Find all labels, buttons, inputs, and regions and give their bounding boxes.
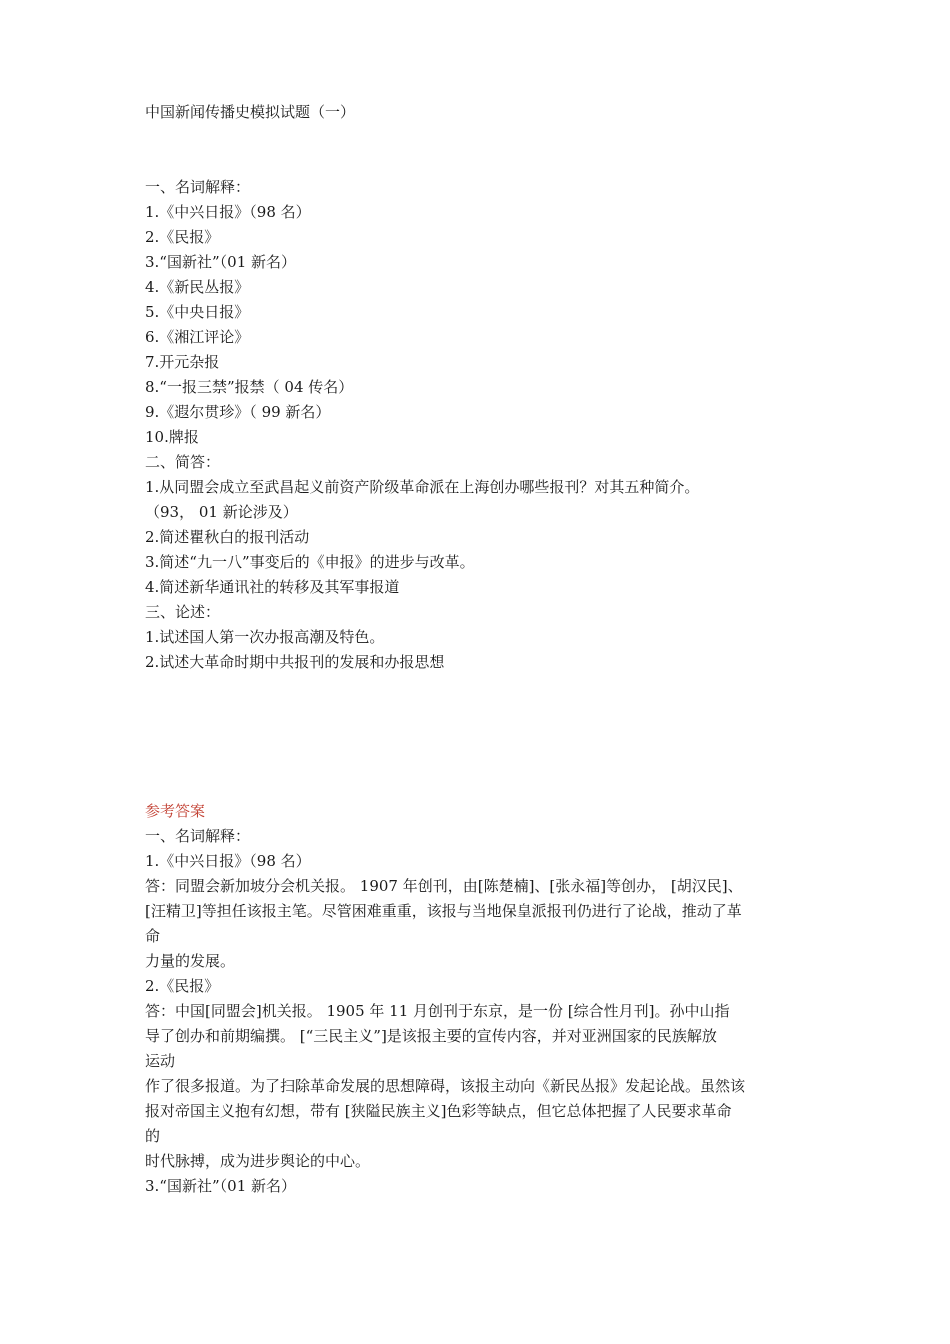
answer-1-line: [汪精卫]等担任该报主笔。尽管困难重重，该报与当地保皇派报刊仍进行了论战，推动了革 (145, 902, 742, 920)
answer-3-title: 3.“国新社”（01 新名） (145, 1177, 297, 1195)
section1-item: 6.《湘江评论》 (145, 328, 250, 346)
answer-2-line: 作了很多报道。为了扫除革命发展的思想障碍，该报主动向《新民丛报》发起论战。虽然该 (145, 1077, 746, 1095)
section2-item: 3.简述“九一八”事变后的《申报》的进步与改革。 (145, 553, 475, 571)
document-title: 中国新闻传播史模拟试题（一） (145, 103, 356, 121)
section3-item: 1.试述国人第一次办报高潮及特色。 (145, 628, 385, 646)
answer-2-line: 的 (145, 1127, 161, 1145)
answers-subheading: 一、名词解释： (145, 827, 251, 845)
answer-1-title: 1.《中兴日报》（98 名） (145, 852, 311, 870)
section2-item: 2.简述瞿秋白的报刊活动 (145, 528, 310, 546)
section3-heading: 三、论述： (145, 603, 221, 621)
answer-1-line: 命 (145, 927, 161, 945)
section2-item: （93， 01 新论涉及） (145, 503, 298, 521)
section1-item: 9.《遐尔贯珍》（ 99 新名） (145, 403, 331, 421)
answer-1-line: 力量的发展。 (145, 952, 236, 970)
section2-heading: 二、简答： (145, 453, 221, 471)
section2-item: 4.简述新华通讯社的转移及其军事报道 (145, 578, 400, 596)
answer-1-line: 答：同盟会新加坡分会机关报。 1907 年创刊，由[陈楚楠]、[张永福]等创办， [胡汉民]、 (145, 877, 743, 895)
answer-2-line: 运动 (145, 1052, 176, 1070)
section1-heading: 一、名词解释： (145, 178, 251, 196)
answer-2-line: 导了创办和前期编撰。 [“三民主义”]是该报主要的宣传内容，并对亚洲国家的民族解放 (145, 1027, 717, 1045)
section1-item: 4.《新民丛报》 (145, 278, 250, 296)
section1-item: 2.《民报》 (145, 228, 220, 246)
section1-item: 10.牌报 (145, 428, 199, 446)
section1-item: 7.开元杂报 (145, 353, 220, 371)
answer-2-line: 时代脉搏，成为进步舆论的中心。 (145, 1152, 371, 1170)
section1-item: 3.“国新社”（01 新名） (145, 253, 297, 271)
section1-item: 1.《中兴日报》（98 名） (145, 203, 311, 221)
section1-item: 8.“一报三禁”报禁（ 04 传名） (145, 378, 354, 396)
section1-item: 5.《中央日报》 (145, 303, 250, 321)
answer-2-line: 答：中国[同盟会]机关报。 1905 年 11 月创刊于东京，是一份 [综合性月刊]。孙中山指 (145, 1002, 730, 1020)
answer-2-line: 报对帝国主义抱有幻想，带有 [狭隘民族主义]色彩等缺点，但它总体把握了人民要求革命 (145, 1102, 732, 1120)
answers-heading: 参考答案 (145, 802, 206, 820)
section3-item: 2.试述大革命时期中共报刊的发展和办报思想 (145, 653, 445, 671)
answer-2-title: 2.《民报》 (145, 977, 220, 995)
section2-item: 1.从同盟会成立至武昌起义前资产阶级革命派在上海创办哪些报刊？对其五种简介。 (145, 478, 700, 496)
